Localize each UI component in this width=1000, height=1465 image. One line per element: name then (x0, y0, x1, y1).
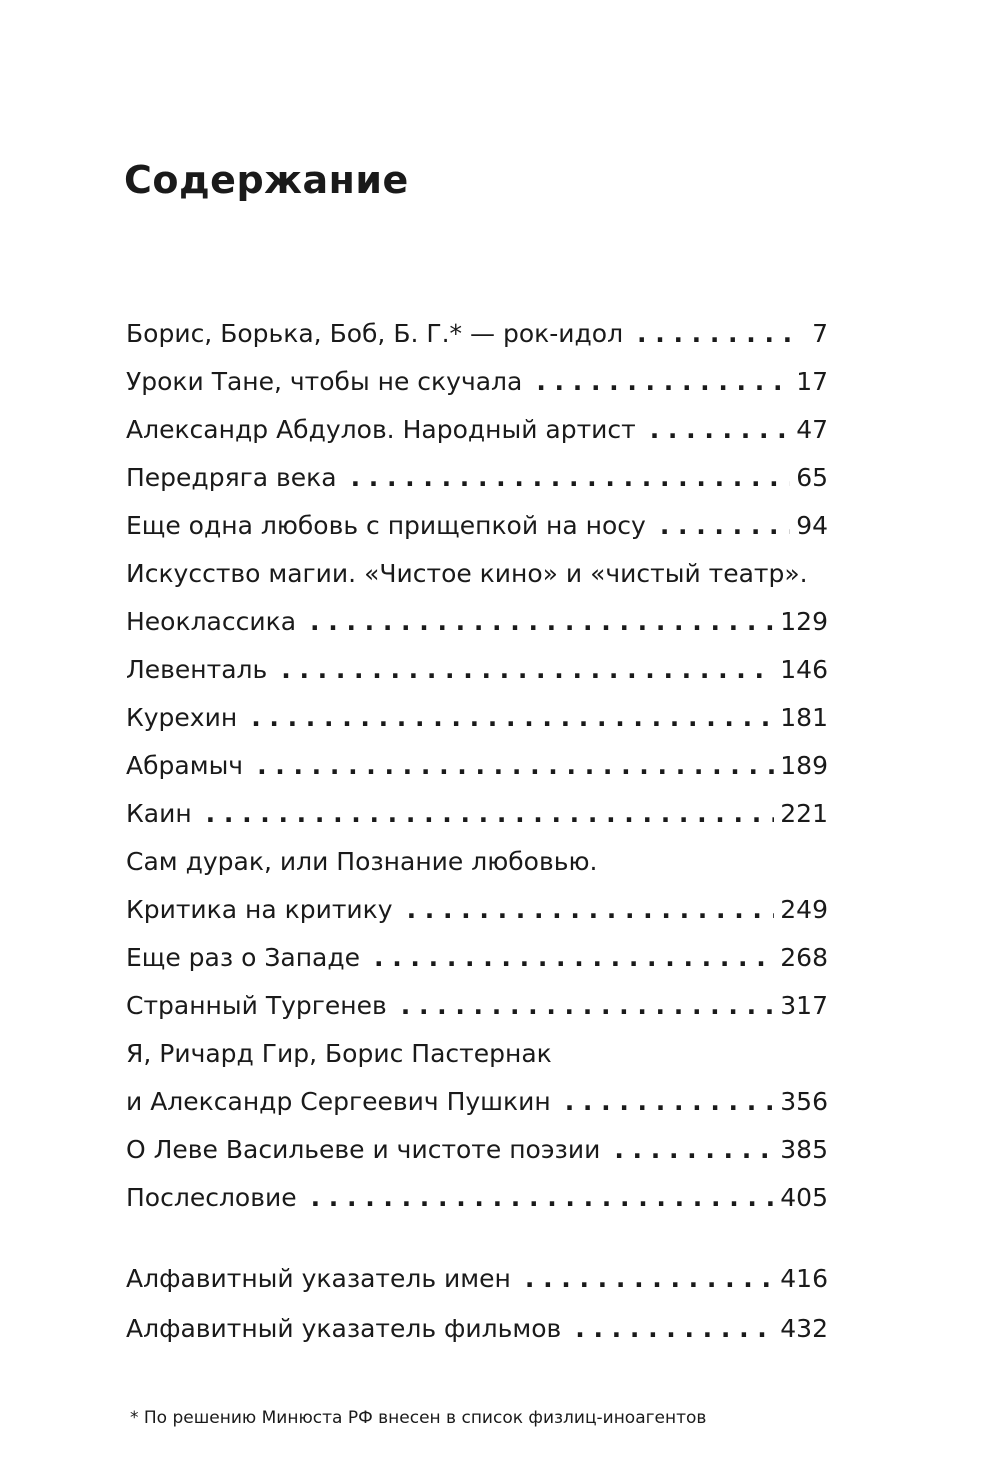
index-list (126, 1254, 828, 1354)
toc-entry-title: Еще одна любовь с прищепкой на носу (126, 511, 646, 540)
toc-entry-page-number: 17 (796, 367, 828, 396)
dot-leader (374, 934, 774, 982)
toc-entry-title: Послесловие (126, 1183, 297, 1212)
toc-entry (126, 454, 828, 502)
toc-entry-title: Критика на критику (126, 895, 393, 924)
dot-leader (351, 454, 791, 502)
toc-entry-page-number: 221 (780, 799, 828, 828)
toc-entry-title: Каин (126, 799, 192, 828)
toc-entry (126, 1254, 828, 1304)
page-title: Содержание (124, 158, 409, 202)
toc-entry-page-number: 356 (780, 1087, 828, 1116)
toc-entry-page-number: 65 (796, 463, 828, 492)
toc-entry (126, 934, 828, 982)
dot-leader (565, 1078, 775, 1126)
toc-entry-title-line: Искусство магии. «Чистое кино» и «чистый театр». (126, 559, 808, 588)
toc-entry-row (126, 358, 828, 406)
dot-leader (650, 406, 790, 454)
toc-entry-row (126, 502, 828, 550)
toc-entry-row (126, 406, 828, 454)
toc-entry-page-number: 268 (780, 943, 828, 972)
toc-entry-row (126, 1174, 828, 1222)
toc-entry-title: Уроки Тане, чтобы не скучала (126, 367, 523, 396)
dot-leader (407, 886, 775, 934)
dot-leader (251, 694, 774, 742)
toc-entry-title: Абрамыч (126, 751, 244, 780)
toc-entry-page-number: 189 (780, 751, 828, 780)
toc-entry (126, 358, 828, 406)
dot-leader (401, 982, 775, 1030)
toc-entry-title: Неоклассика (126, 607, 297, 636)
toc-entry (126, 1304, 828, 1354)
toc-entry-title: Курехин (126, 703, 238, 732)
toc-entry (126, 790, 828, 838)
toc-entry-row (126, 1078, 828, 1126)
toc-entry-row (126, 454, 828, 502)
toc-entry-row (126, 646, 828, 694)
toc-entry (126, 694, 828, 742)
toc-entry-row (126, 742, 828, 790)
toc-entry-title: и Александр Сергеевич Пушкин (126, 1087, 551, 1116)
toc-entry-page-number: 432 (780, 1314, 828, 1343)
toc-entry (126, 1126, 828, 1174)
toc-entry-page-number: 146 (780, 655, 828, 684)
toc-entry (126, 838, 828, 934)
toc-entry-title: Александр Абдулов. Народный артист (126, 415, 636, 444)
toc-entry-row (126, 310, 828, 358)
toc-entry-row (126, 790, 828, 838)
toc-entry-page-number: 405 (780, 1183, 828, 1212)
toc-entry (126, 646, 828, 694)
toc-entry-title: Передряга века (126, 463, 337, 492)
toc-entry (126, 502, 828, 550)
toc-entry-page-number: 249 (780, 895, 828, 924)
toc-entry-title: Еще раз о Западе (126, 943, 361, 972)
dot-leader (525, 1254, 774, 1304)
table-of-contents (126, 310, 828, 1222)
toc-entry (126, 1174, 828, 1222)
toc-entry-title: Алфавитный указатель фильмов (126, 1314, 562, 1343)
toc-entry-row (126, 982, 828, 1030)
dot-leader (614, 1126, 774, 1174)
dot-leader (660, 502, 790, 550)
dot-leader (281, 646, 774, 694)
toc-entry-title: О Леве Васильеве и чистоте поэзии (126, 1135, 601, 1164)
toc-entry-title-line: Я, Ричард Гир, Борис Пастернак (126, 1039, 552, 1068)
footnote: * По решению Минюста РФ внесен в список физлиц-иноагентов (130, 1408, 707, 1428)
toc-entry-title: Алфавитный указатель имен (126, 1264, 511, 1293)
dot-leader (206, 790, 775, 838)
toc-entry-title: Странный Тургенев (126, 991, 387, 1020)
toc-entry-page-number: 129 (780, 607, 828, 636)
toc-entry-page-number: 94 (796, 511, 828, 540)
toc-entry-page-number: 47 (796, 415, 828, 444)
toc-entry-row (126, 694, 828, 742)
toc-entry-title: Борис, Борька, Боб, Б. Г.* — рок-идол (126, 319, 624, 348)
toc-entry-page-number: 317 (780, 991, 828, 1020)
dot-leader (536, 358, 790, 406)
toc-entry-row (126, 598, 828, 646)
dot-leader (637, 310, 800, 358)
toc-entry-page-number: 416 (780, 1264, 828, 1293)
dot-leader (575, 1304, 774, 1354)
toc-entry (126, 982, 828, 1030)
toc-entry (126, 742, 828, 790)
dot-leader (310, 598, 774, 646)
toc-entry-page-number: 385 (780, 1135, 828, 1164)
toc-entry-title-line: Сам дурак, или Познание любовью. (126, 847, 598, 876)
dot-leader (311, 1174, 775, 1222)
toc-entry-page-number: 7 (812, 319, 828, 348)
toc-entry (126, 310, 828, 358)
toc-entry-row (126, 886, 828, 934)
dot-leader (257, 742, 774, 790)
toc-entry (126, 1030, 828, 1126)
toc-entry-row (126, 934, 828, 982)
toc-entry-row (126, 1304, 828, 1354)
toc-entry (126, 550, 828, 646)
toc-entry-row (126, 1254, 828, 1304)
toc-entry-page-number: 181 (780, 703, 828, 732)
toc-entry-title: Левенталь (126, 655, 268, 684)
toc-entry (126, 406, 828, 454)
toc-entry-row (126, 1126, 828, 1174)
